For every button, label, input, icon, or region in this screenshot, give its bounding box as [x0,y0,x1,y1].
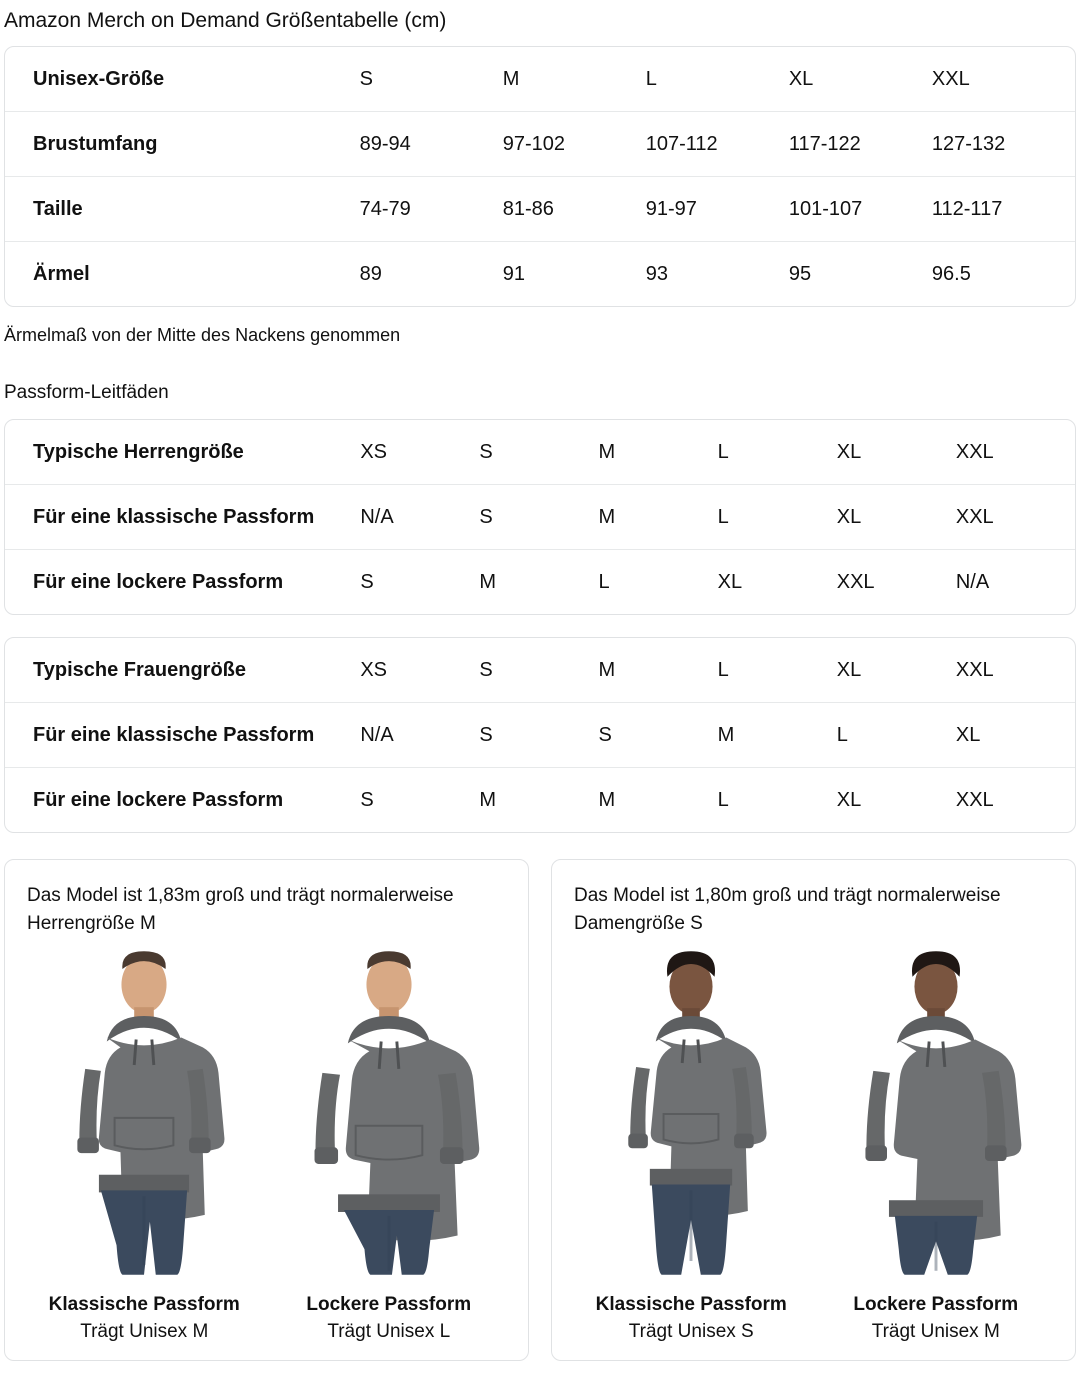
cell: L [837,703,956,768]
cell: XXL [956,638,1075,703]
cell: S [360,789,374,811]
cell: M [503,47,646,112]
cell: XL [836,789,862,811]
male-classic-figure [27,948,262,1346]
row-label: Für eine lockere Passform [33,571,284,593]
male-figures [27,948,506,1346]
womens-fit-table-card [4,637,1076,833]
table-row [5,638,1075,703]
cell: M [598,789,616,811]
table-row [5,420,1075,485]
fit-wears: Trägt Unisex M [80,1321,209,1342]
table-row [5,550,1075,615]
page-title: Amazon Merch on Demand Größentabelle (cm) [4,9,447,32]
cell: XL [956,703,1075,768]
cell: 89-94 [360,112,503,177]
size-table-card [4,46,1076,307]
cell: XL [717,571,743,593]
cell: M [599,638,718,703]
female-hoodie-classic-illustration [574,948,809,1278]
female-classic-labels [596,1292,787,1346]
cell: XL [837,485,956,550]
male-loose-labels [306,1292,471,1346]
cell: 127-132 [932,112,1075,177]
male-hoodie-classic-illustration [27,948,262,1278]
row-label: Unisex-Größe [5,47,360,112]
female-model-caption: Das Model ist 1,80m groß und trägt normalerweise Damengröße S [574,885,1001,934]
cell: S [360,47,503,112]
unisex-size-table [5,47,1075,306]
cell: 89 [359,263,382,285]
male-classic-labels [49,1292,240,1346]
row-label: Taille [5,177,360,242]
cell: 95 [788,263,812,285]
cell: 112-117 [932,177,1075,242]
cell: L [718,638,837,703]
cell: M [718,703,837,768]
cell: S [479,420,598,485]
cell: N/A [955,571,990,593]
table-row [5,703,1075,768]
cell: XXL [955,789,994,811]
fit-guides-heading: Passform-Leitfäden [4,382,169,403]
female-hoodie-loose-illustration [819,948,1054,1278]
cell: 74-79 [360,177,503,242]
cell: 96.5 [931,263,971,285]
cell: 107-112 [646,112,789,177]
model-cards-row [4,859,1076,1361]
table-row [5,485,1075,550]
female-figures [574,948,1053,1346]
female-model-card [551,859,1076,1361]
cell: XS [360,420,479,485]
row-label: Brustumfang [5,112,360,177]
cell: L [717,789,729,811]
cell: XXL [932,47,1075,112]
cell: XL [837,420,956,485]
row-label: Typische Frauengröße [5,638,360,703]
cell: L [598,571,610,593]
fit-wears: Trägt Unisex M [871,1321,1000,1342]
cell: N/A [360,703,479,768]
sleeve-measurement-note: Ärmelmaß von der Mitte des Nackens genommen [4,325,401,345]
table-spacer [0,615,1080,637]
row-label: Typische Herrengröße [5,420,360,485]
cell: 97-102 [503,112,646,177]
cell: L [718,420,837,485]
cell: M [479,789,497,811]
cell: S [479,485,598,550]
cell: XXL [956,485,1075,550]
cell: XS [360,638,479,703]
cell: 91-97 [646,177,789,242]
male-model-caption: Das Model ist 1,83m groß und trägt normalerweise Herrengröße M [27,885,454,934]
cell: XXL [836,571,875,593]
cell: M [599,420,718,485]
womens-fit-table [5,638,1075,832]
female-classic-figure [574,948,809,1346]
row-label: Ärmel [33,263,90,285]
female-loose-labels [853,1292,1018,1346]
fit-name: Lockere Passform [306,1294,472,1315]
cell: 81-86 [503,177,646,242]
cell: XXL [956,420,1075,485]
row-label: Für eine klassische Passform [5,485,360,550]
cell: S [479,638,598,703]
fit-wears: Trägt Unisex S [628,1321,754,1342]
table-row [5,177,1075,242]
cell: N/A [360,485,479,550]
male-loose-figure [272,948,507,1346]
fit-name: Klassische Passform [595,1294,787,1315]
male-model-card [4,859,529,1361]
cell: L [646,47,789,112]
table-row [5,768,1075,833]
cell: M [479,571,497,593]
fit-wears: Trägt Unisex L [327,1321,451,1342]
table-row [5,47,1075,112]
mens-fit-table [5,420,1075,614]
cell: S [599,703,718,768]
table-row [5,242,1075,307]
fit-name: Lockere Passform [853,1294,1019,1315]
mens-fit-table-card [4,419,1076,615]
cell: 93 [645,263,669,285]
cell: S [479,703,598,768]
male-hoodie-loose-illustration [272,948,507,1278]
cell: L [718,485,837,550]
row-label: Für eine klassische Passform [5,703,360,768]
cell: XL [837,638,956,703]
table-row [5,112,1075,177]
cell: 91 [502,263,525,285]
cell: 117-122 [789,112,932,177]
cell: XL [789,47,932,112]
female-loose-figure [819,948,1054,1346]
fit-name: Klassische Passform [48,1294,240,1315]
row-label: Für eine lockere Passform [33,789,284,811]
cell: M [599,485,718,550]
cell: S [360,571,374,593]
cell: 101-107 [789,177,932,242]
